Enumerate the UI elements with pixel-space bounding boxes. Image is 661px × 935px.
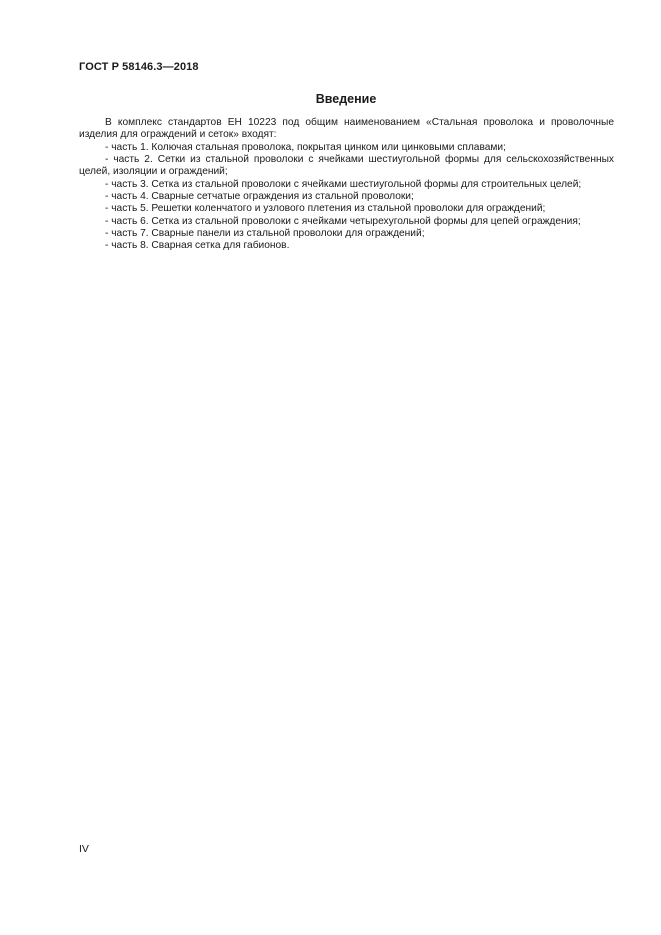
section-title: Введение (315, 92, 377, 106)
list-item-part-3: - часть 3. Сетка из стальной проволоки с ячейками шестиугольной формы для строительных целей; (105, 178, 582, 190)
document-body (79, 117, 614, 253)
list-item-part-5: - часть 5. Решетки коленчатого и узлового плетения из стальной проволоки для ограждений; (105, 203, 546, 215)
list-item-part-4: - часть 4. Сварные сетчатые ограждения из стальной проволоки; (105, 191, 414, 203)
list-item-part-6: - часть 6. Сетка из стальной проволоки с ячейками четырехугольной формы для цепей ограждения; (105, 215, 581, 227)
list-item-part-8: - часть 8. Сварная сетка для габионов. (105, 240, 290, 252)
page-number: IV (79, 843, 89, 855)
list-item-part-1: - часть 1. Колючая стальная проволока, покрытая цинком или цинковыми сплавами; (105, 141, 506, 153)
intro-paragraph: В комплекс стандартов ЕН 10223 под общим наименованием «Стальная проволока и проволочные изделия для ограждений и сеток» входят: (79, 117, 614, 141)
list-item-part-7: - часть 7. Сварные панели из стальной проволоки для ограждений; (105, 228, 425, 240)
list-item-part-2: - часть 2. Сетки из стальной проволоки с ячейками шестиугольной формы для сельскохозяйственных целей, изоляции и ограждений; (79, 154, 614, 178)
page-header-standard-id: ГОСТ Р 58146.3—2018 (79, 61, 199, 73)
